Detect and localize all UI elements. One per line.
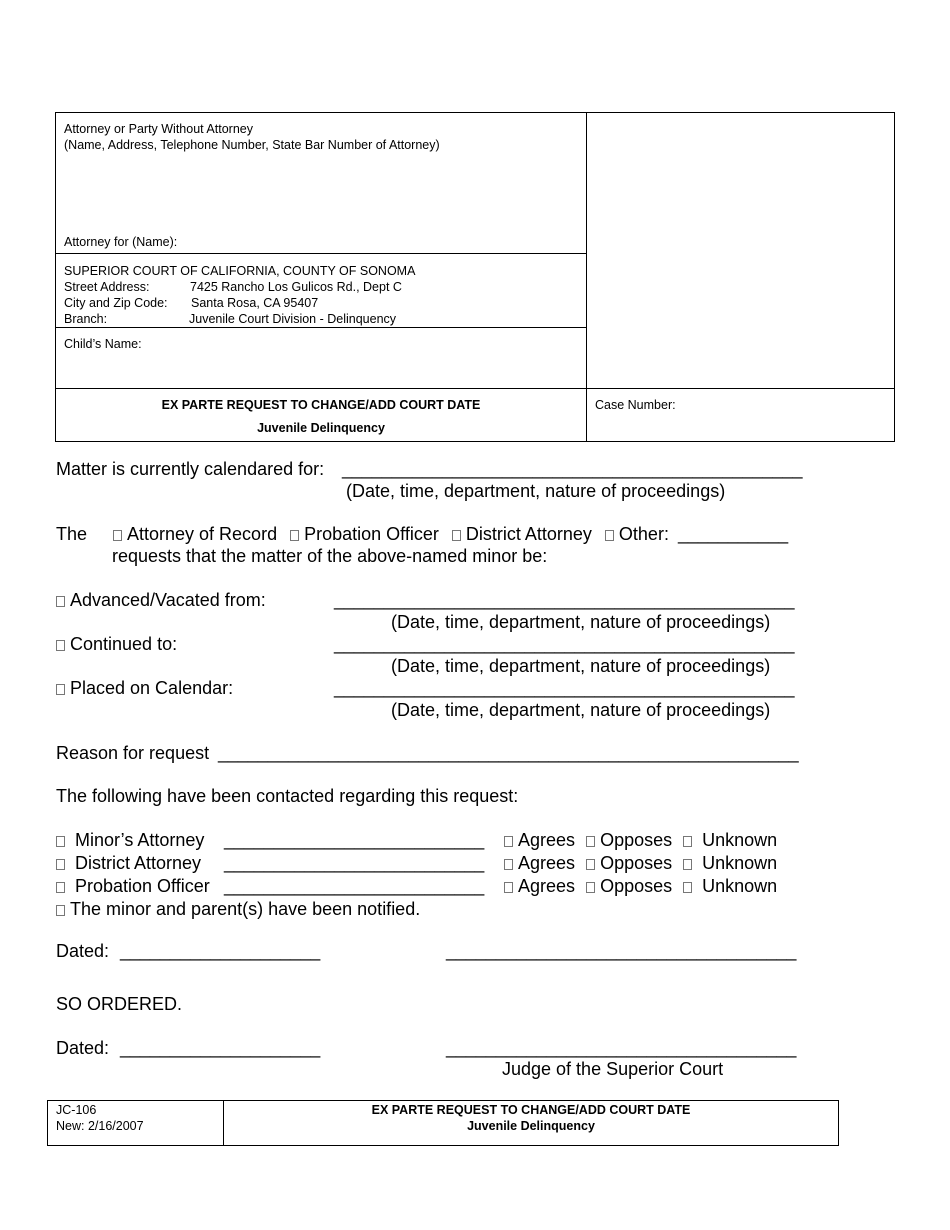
action-continued[interactable]: Continued to: [56,633,177,655]
street-label: Street Address: [64,280,150,294]
checkbox-icon[interactable] [683,859,692,870]
branch-value: Juvenile Court Division - Delinquency [189,312,397,326]
contact-minors-attorney[interactable]: Minor’s Attorney [56,829,204,851]
matter-label: Matter is currently calendared for: [56,459,325,479]
response-unknown[interactable]: Unknown [683,876,777,896]
checkbox-icon[interactable] [504,882,513,893]
court-name: SUPERIOR COURT OF CALIFORNIA, COUNTY OF SONOMA [64,264,416,278]
checkbox-icon[interactable] [504,836,513,847]
checkbox-icon[interactable] [290,530,299,541]
checkbox-icon[interactable] [56,882,65,893]
response-agrees[interactable]: Agrees [504,853,575,873]
contact-minors-attorney-responses [504,829,777,851]
form-subtitle: Juvenile Delinquency [257,421,385,435]
reason-line[interactable]: __________________________________________________________ [218,743,799,763]
contact-probation-officer-line[interactable]: __________________________ [224,876,485,896]
response-opposes[interactable]: Opposes [586,876,672,896]
checkbox-icon[interactable] [683,882,692,893]
contact-district-attorney-line[interactable]: __________________________ [224,853,485,873]
checkbox-icon[interactable] [56,905,65,916]
street-value: 7425 Rancho Los Gulicos Rd., Dept C [190,280,402,294]
response-agrees[interactable]: Agrees [504,830,575,850]
response-unknown[interactable]: Unknown [683,830,777,850]
checkbox-icon[interactable] [56,859,65,870]
requester-attorney-of-record[interactable]: Attorney of Record [113,524,277,544]
checkbox-icon[interactable] [56,684,65,695]
action-placed-hint: (Date, time, department, nature of proceedings) [391,700,771,720]
checkbox-icon[interactable] [56,640,65,651]
caption-divider-court [55,253,587,254]
requester-options [113,523,788,545]
child-name-label: Child’s Name: [64,337,142,351]
dated-label-2: Dated: [56,1038,110,1058]
contacted-text: The following have been contacted regarding this request: [56,786,519,806]
action-advanced-hint: (Date, time, department, nature of proceedings) [391,612,771,632]
checkbox-icon[interactable] [56,836,65,847]
footer-revision: New: 2/16/2007 [56,1119,144,1133]
requester-other-line[interactable]: ___________ [677,524,789,544]
contact-district-attorney-responses [504,852,777,874]
footer-title: EX PARTE REQUEST TO CHANGE/ADD COURT DATE [371,1103,691,1117]
requests-text: requests that the matter of the above-named minor be: [112,546,548,566]
checkbox-icon[interactable] [113,530,122,541]
action-advanced-line[interactable]: ______________________________________________ [334,590,795,610]
action-placed[interactable]: Placed on Calendar: [56,677,233,699]
action-advanced[interactable]: Advanced/Vacated from: [56,589,266,611]
dated-line-1[interactable]: ____________________ [120,941,321,961]
judge-label: Judge of the Superior Court [502,1059,724,1079]
so-ordered: SO ORDERED. [56,994,183,1014]
caption-divider-title [55,388,895,389]
footer-subtitle: Juvenile Delinquency [467,1119,595,1133]
notified-checkbox[interactable]: The minor and parent(s) have been notified. [56,898,420,920]
attorney-for-label: Attorney for (Name): [64,235,178,249]
dated-line-2[interactable]: ____________________ [120,1038,321,1058]
checkbox-icon[interactable] [56,596,65,607]
reason-label: Reason for request [56,743,210,763]
action-continued-line[interactable]: ______________________________________________ [334,634,795,654]
checkbox-icon[interactable] [605,530,614,541]
response-opposes[interactable]: Opposes [586,853,672,873]
city-value: Santa Rosa, CA 95407 [191,296,319,310]
checkbox-icon[interactable] [586,859,595,870]
response-unknown[interactable]: Unknown [683,853,777,873]
checkbox-icon[interactable] [452,530,461,541]
requester-other[interactable]: Other: [605,524,669,544]
dated-label-1: Dated: [56,941,110,961]
requester-probation-officer[interactable]: Probation Officer [290,524,439,544]
attorney-sublabel: (Name, Address, Telephone Number, State Bar Number of Attorney) [64,138,440,152]
requester-district-attorney[interactable]: District Attorney [452,524,592,544]
branch-label: Branch: [64,312,108,326]
response-opposes[interactable]: Opposes [586,830,672,850]
caption-divider-vertical [586,112,587,442]
city-label: City and Zip Code: [64,296,168,310]
matter-hint: (Date, time, department, nature of proceedings) [346,481,726,501]
signature-line-2[interactable]: ___________________________________ [446,1038,797,1058]
matter-line[interactable]: ______________________________________________ [342,459,803,479]
checkbox-icon[interactable] [683,836,692,847]
checkbox-icon[interactable] [586,836,595,847]
contact-minors-attorney-line[interactable]: __________________________ [224,830,485,850]
footer-form-number: JC-106 [56,1103,97,1117]
action-continued-hint: (Date, time, department, nature of proceedings) [391,656,771,676]
contact-district-attorney[interactable]: District Attorney [56,852,201,874]
attorney-label: Attorney or Party Without Attorney [64,122,253,136]
contact-probation-officer-responses [504,875,777,897]
checkbox-icon[interactable] [504,859,513,870]
contact-probation-officer[interactable]: Probation Officer [56,875,210,897]
response-agrees[interactable]: Agrees [504,876,575,896]
form-title: EX PARTE REQUEST TO CHANGE/ADD COURT DATE [161,398,481,412]
signature-line-1[interactable]: ___________________________________ [446,941,797,961]
action-placed-line[interactable]: ______________________________________________ [334,678,795,698]
checkbox-icon[interactable] [586,882,595,893]
the-label: The [56,524,88,544]
case-number-label: Case Number: [595,398,676,412]
caption-divider-child [55,327,587,328]
